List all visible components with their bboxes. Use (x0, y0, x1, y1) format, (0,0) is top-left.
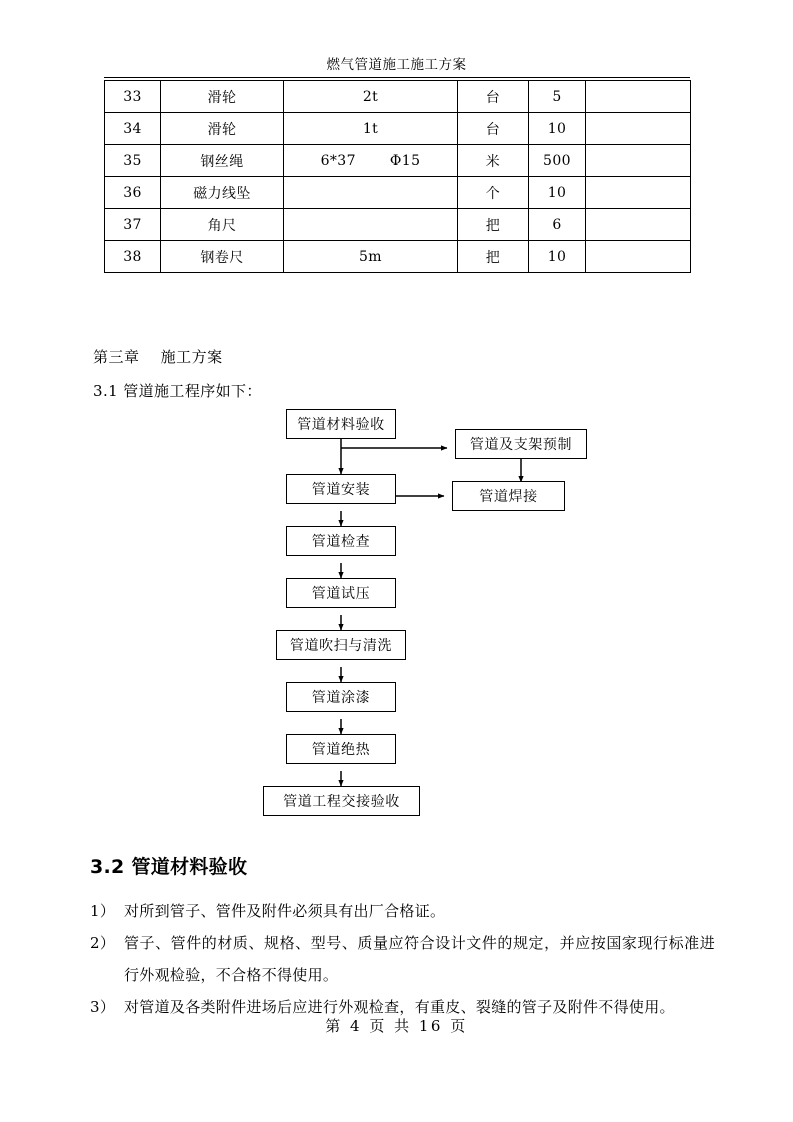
chapter-title: 第三章 施工方案 (93, 348, 223, 366)
cell-spec (284, 145, 458, 177)
flow-box-pipe-installation[interactable]: 管道安装 (286, 474, 396, 504)
cell-spec (284, 209, 458, 241)
table-row (105, 241, 691, 273)
list-item-marker: 2） (90, 934, 116, 952)
cell-qty: 500 (529, 145, 586, 177)
equipment-table (104, 80, 691, 273)
cell-unit: 米 (458, 145, 529, 177)
cell-spec (284, 113, 458, 145)
cell-no: 38 (105, 241, 161, 273)
flow-box-pipe-welding[interactable]: 管道焊接 (452, 481, 565, 511)
cell-unit: 把 (458, 209, 529, 241)
list-item-marker: 3） (90, 998, 116, 1016)
cell-spec-primary: 6*37 (320, 152, 356, 169)
list-item (90, 927, 715, 991)
cell-no: 35 (105, 145, 161, 177)
flow-box-pipe-purge-clean[interactable]: 管道吹扫与清洗 (276, 630, 406, 660)
cell-unit: 个 (458, 177, 529, 209)
list-item-text: 对管道及各类附件进场后应进行外观检查，有重皮、裂缝的管子及附件不得使用。 (124, 998, 675, 1016)
cell-note (586, 241, 691, 273)
table-row (105, 145, 691, 177)
subsection-lead: 3.1 管道施工程序如下： (93, 382, 262, 400)
cell-no: 36 (105, 177, 161, 209)
cell-no: 37 (105, 209, 161, 241)
cell-spec (284, 81, 458, 113)
list-item (90, 895, 715, 927)
cell-note (586, 145, 691, 177)
flow-box-pipe-bracket-prefab[interactable]: 管道及支架预制 (455, 429, 587, 459)
cell-name: 磁力线坠 (161, 177, 284, 209)
table-row (105, 81, 691, 113)
table-row (105, 209, 691, 241)
list-item-marker: 1） (90, 902, 116, 920)
cell-name: 钢丝绳 (161, 145, 284, 177)
cell-name: 滑轮 (161, 81, 284, 113)
cell-spec-primary: 5m (359, 248, 382, 265)
table-row (105, 113, 691, 145)
flow-box-pipe-handover[interactable]: 管道工程交接验收 (263, 786, 420, 816)
cell-qty: 10 (529, 241, 586, 273)
page-footer: 第 4 页 共 16 页 (325, 1017, 468, 1035)
cell-qty: 10 (529, 113, 586, 145)
cell-unit: 台 (458, 81, 529, 113)
header-divider-rule (104, 77, 690, 78)
cell-qty: 6 (529, 209, 586, 241)
flow-box-pipe-painting[interactable]: 管道涂漆 (286, 682, 396, 712)
list-item-text: 管子、管件的材质、规格、型号、质量应符合设计文件的规定，并应按国家现行标准进行外观检验，不合格不得使用。 (124, 934, 715, 984)
cell-note (586, 113, 691, 145)
cell-spec (284, 177, 458, 209)
cell-name: 滑轮 (161, 113, 284, 145)
table-row (105, 177, 691, 209)
cell-name: 钢卷尺 (161, 241, 284, 273)
page-running-header: 燃气管道施工施工方案 (326, 57, 467, 73)
flow-box-pipe-inspection[interactable]: 管道检查 (286, 526, 396, 556)
cell-qty: 10 (529, 177, 586, 209)
flow-box-material-acceptance[interactable]: 管道材料验收 (286, 409, 396, 439)
cell-qty: 5 (529, 81, 586, 113)
cell-name: 角尺 (161, 209, 284, 241)
cell-spec-secondary: Φ15 (389, 152, 421, 169)
cell-spec-primary: 2t (362, 88, 379, 105)
flow-box-pipe-insulation[interactable]: 管道绝热 (286, 734, 396, 764)
requirements-list (90, 895, 715, 1023)
cell-unit: 把 (458, 241, 529, 273)
cell-note (586, 177, 691, 209)
cell-no: 33 (105, 81, 161, 113)
flow-box-pipe-pressure-test[interactable]: 管道试压 (286, 578, 396, 608)
cell-no: 34 (105, 113, 161, 145)
cell-note (586, 81, 691, 113)
section-heading-3-2: 3.2 管道材料验收 (90, 856, 248, 878)
cell-spec-primary: 1t (362, 120, 379, 137)
cell-unit: 台 (458, 113, 529, 145)
cell-note (586, 209, 691, 241)
cell-spec (284, 241, 458, 273)
list-item-text: 对所到管子、管件及附件必须具有出厂合格证。 (124, 902, 446, 920)
